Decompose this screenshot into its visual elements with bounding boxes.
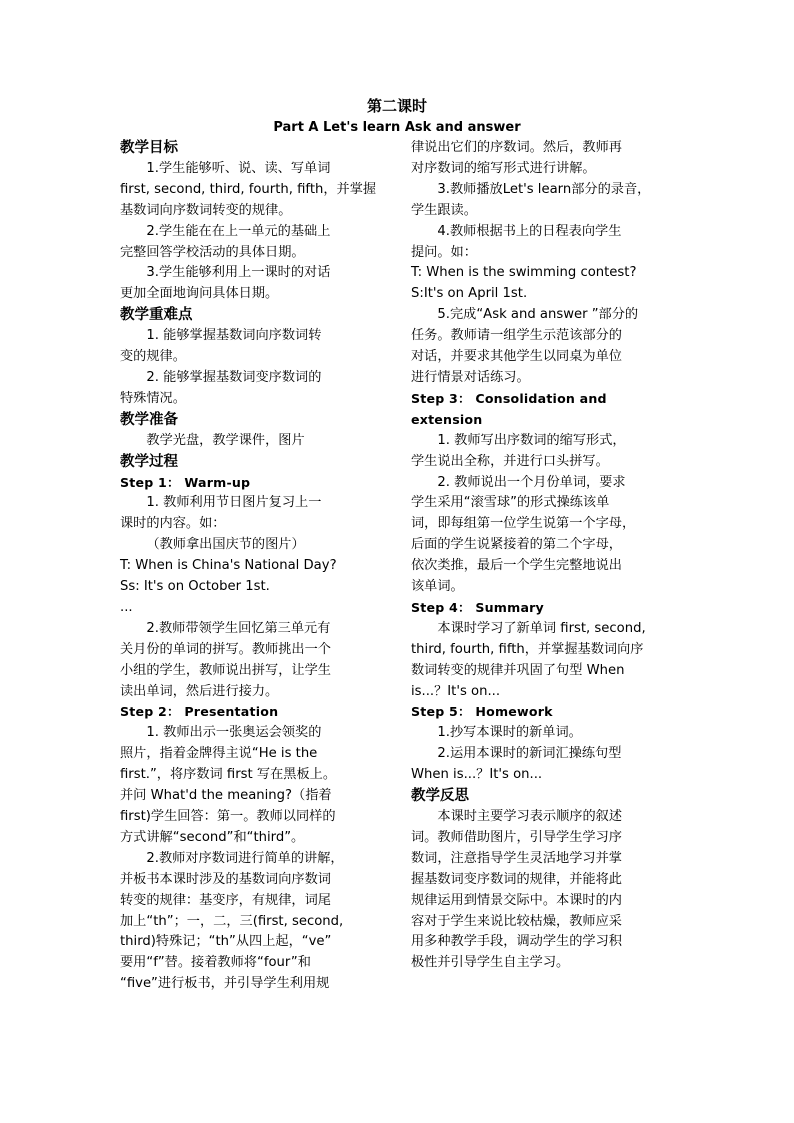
key-line: 1. 能够掌握基数词向序数词转 (146, 328, 322, 344)
step5-heading: Step 5： Homework (411, 704, 553, 720)
key-heading: 教学重难点 (120, 307, 193, 324)
left-column (120, 138, 390, 995)
goal-line: 1.学生能够听、说、读、写单词 (146, 160, 331, 176)
step3-line: 后面的学生说紧接着的第二个字母， (411, 537, 622, 553)
step2-line: 转变的规律：基变序，有规律，词尾 (120, 892, 331, 908)
step2-line: first)学生回答：第一。教师以同样的 (120, 809, 336, 824)
step1-line: 关月份的单词的拼写。教师挑出一个 (120, 641, 331, 657)
cont-line: 进行情景对话练习。 (411, 369, 530, 385)
step3-line: 1. 教师写出序数词的缩写形式， (437, 432, 626, 448)
step4-heading: Step 4： Summary (411, 599, 544, 615)
step1-line: 2.教师带领学生回忆第三单元有 (146, 620, 331, 636)
prep-text: 教学光盘，教学课件，图片 (146, 432, 305, 448)
cont-line: 学生跟读。 (411, 202, 477, 218)
step2-heading: Step 2： Presentation (120, 704, 279, 720)
reflect-line: 极性并引导学生自主学习。 (411, 955, 570, 971)
lesson-subtitle: Part A Let's learn Ask and answer (273, 120, 521, 135)
step2-line: 并板书本课时涉及的基数词向序数词 (120, 871, 331, 887)
step3-line: 依次类推，最后一个学生完整地说出 (411, 558, 622, 574)
reflect-line: 握基数词变序数词的规律，并能将此 (411, 871, 622, 887)
cont-line: 对话，并要求其他学生以同桌为单位 (411, 349, 622, 365)
step2-line: 加上“th”；一，二，三(first, second, (120, 913, 344, 929)
step1-line: 1. 教师利用节日图片复习上一 (146, 495, 322, 511)
step4-line: third, fourth, fifth，并掌握基数词向序 (411, 641, 644, 657)
goal-heading: 教学目标 (120, 140, 178, 156)
goal-line: 基数词向序数词转变的规律。 (120, 202, 292, 218)
step2-line: 照片，指着金牌得主说“He is the (120, 746, 318, 762)
step1-line: 读出单词，然后进行接力。 (120, 683, 279, 699)
step2-line: first.”，将序数词 first 写在黑板上。 (120, 767, 337, 783)
cont-line: 律说出它们的序数词。然后，教师再 (411, 140, 622, 155)
step3-line: 2. 教师说出一个月份单词，要求 (437, 474, 626, 490)
step1-line: T: When is China's National Day? (120, 558, 337, 574)
step1-line: （教师拿出国庆节的图片） (146, 537, 305, 553)
goal-line: 2.学生能在在上一单元的基础上 (146, 223, 331, 239)
step4-line: is...？It's on... (411, 683, 501, 699)
step5-line: When is...？It's on... (411, 767, 543, 783)
step2-line: third)特殊记；“th”从四上起，“ve” (120, 934, 332, 950)
step2-line: 要用“f”替。接着教师将“four”和 (120, 955, 311, 971)
step3-line: 该单词。 (411, 579, 464, 595)
key-line: 特殊情况。 (120, 390, 186, 406)
step3-line: 词，即每组第一位学生说第一个字母， (411, 516, 636, 532)
step4-line: 本课时学习了新单词 first, second, (437, 620, 646, 636)
cont-line: 提问。如： (411, 244, 477, 260)
step5-line: 1.抄写本课时的新单词。 (437, 725, 582, 741)
reflect-heading: 教学反思 (411, 788, 469, 805)
reflect-line: 用多种教学手段，调动学生的学习积 (411, 934, 622, 950)
step2-line: 2.教师对序数词进行简单的讲解， (146, 850, 344, 866)
cont-line: S:It's on April 1st. (411, 286, 528, 302)
step2-line: 1. 教师出示一张奥运会领奖的 (146, 725, 322, 741)
step2-line: 并问 What'd the meaning?（指着 (120, 788, 332, 804)
cont-line: 对序数词的缩写形式进行讲解。 (411, 160, 596, 176)
goal-line: 完整回答学校活动的具体日期。 (120, 244, 305, 260)
cont-line: 任务。教师请一组学生示范该部分的 (411, 328, 622, 344)
reflect-line: 容对于学生来说比较枯燥，教师应采 (411, 913, 622, 929)
reflect-line: 数词，注意指导学生灵活地学习并掌 (411, 850, 622, 866)
prep-heading: 教学准备 (120, 411, 178, 428)
cont-line: 3.教师播放Let's learn部分的录音， (437, 181, 651, 197)
step3-heading: Step 3： Consolidation and extension (411, 390, 607, 427)
step5-line: 2.运用本课时的新词汇操练句型 (437, 746, 622, 762)
cont-line: 5.完成“Ask and answer ”部分的 (437, 307, 639, 323)
step2-line: 方式讲解“second”和“third”。 (120, 829, 305, 845)
right-column (411, 138, 681, 974)
step1-line: 课时的内容。如： (120, 516, 226, 532)
step1-line: Ss: It's on October 1st. (120, 579, 270, 595)
reflect-line: 本课时主要学习表示顺序的叙述 (437, 809, 623, 824)
reflect-line: 词。教师借助图片，引导学生学习序 (411, 829, 622, 845)
process-heading: 教学过程 (120, 453, 178, 470)
step4-line: 数词转变的规律并巩固了句型 When (411, 662, 625, 678)
step3-line: 学生采用“滚雪球”的形式操练该单 (411, 495, 610, 511)
reflect-line: 规律运用到情景交际中。本课时的内 (411, 892, 622, 908)
step3-line: 学生说出全称，并进行口头拼写。 (411, 453, 609, 469)
goal-line: 更加全面地询问具体日期。 (120, 286, 279, 302)
lesson-title: 第二课时 (366, 97, 427, 115)
step1-line: ... (120, 599, 133, 615)
goal-line: first, second, third, fourth, fifth，并掌握 (120, 181, 377, 197)
cont-line: T: When is the swimming contest? (411, 265, 637, 281)
step2-line: “five”进行板书，并引导学生利用规 (120, 976, 330, 992)
key-line: 变的规律。 (120, 349, 186, 365)
goal-line: 3.学生能够利用上一课时的对话 (146, 265, 331, 281)
key-line: 2. 能够掌握基数词变序数词的 (146, 369, 322, 385)
step1-line: 小组的学生，教师说出拼写，让学生 (120, 662, 331, 678)
cont-line: 4.教师根据书上的日程表向学生 (437, 223, 622, 239)
step1-heading: Step 1： Warm-up (120, 474, 251, 490)
